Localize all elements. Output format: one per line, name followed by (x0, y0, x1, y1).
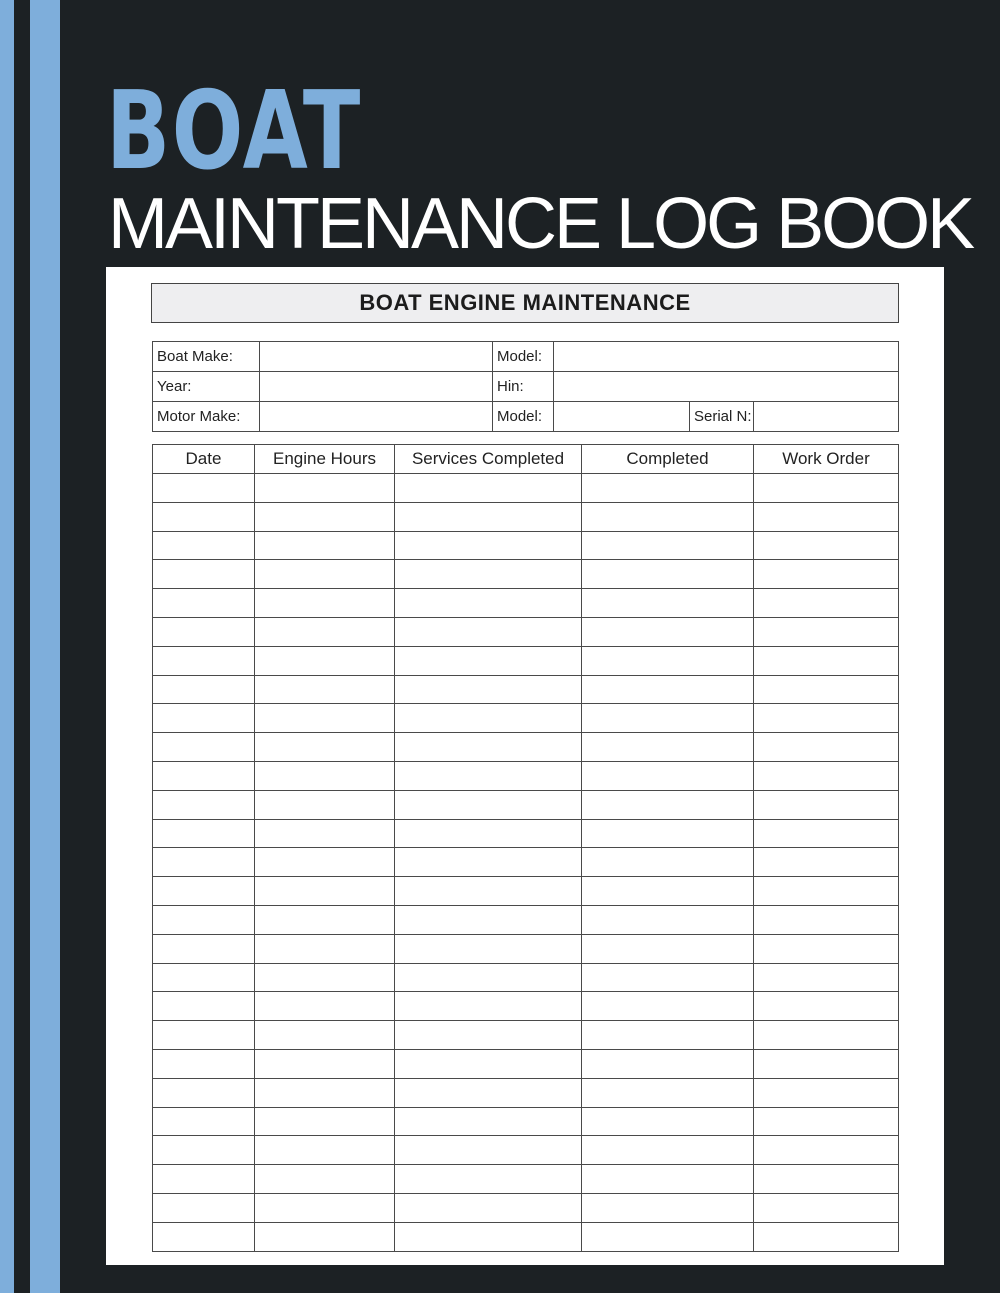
log-cell[interactable] (255, 848, 395, 877)
log-cell[interactable] (395, 589, 582, 618)
log-cell[interactable] (582, 1049, 754, 1078)
log-cell[interactable] (153, 617, 255, 646)
table-row (153, 704, 899, 733)
table-row (153, 1222, 899, 1251)
info-row-motor (153, 402, 899, 432)
log-cell[interactable] (255, 531, 395, 560)
log-cell[interactable] (582, 992, 754, 1021)
log-cell[interactable] (582, 531, 754, 560)
log-cell[interactable] (255, 963, 395, 992)
log-cell[interactable] (582, 589, 754, 618)
table-row (153, 761, 899, 790)
log-cell[interactable] (255, 992, 395, 1021)
model-field[interactable] (554, 342, 899, 372)
log-cell[interactable] (582, 560, 754, 589)
motor-make-label: Motor Make: (153, 402, 260, 432)
log-cell[interactable] (255, 1136, 395, 1165)
log-cell[interactable] (754, 646, 899, 675)
column-header-work-order: Work Order (754, 445, 899, 474)
log-cell[interactable] (582, 790, 754, 819)
log-cell[interactable] (153, 1049, 255, 1078)
log-cell[interactable] (395, 963, 582, 992)
log-cell[interactable] (153, 963, 255, 992)
log-cell[interactable] (582, 474, 754, 503)
log-cell[interactable] (395, 531, 582, 560)
table-row (153, 589, 899, 618)
log-cell[interactable] (395, 1049, 582, 1078)
table-row (153, 905, 899, 934)
log-cell[interactable] (582, 1078, 754, 1107)
log-cell[interactable] (255, 877, 395, 906)
table-row (153, 675, 899, 704)
info-row-year (153, 372, 899, 402)
log-cell[interactable] (582, 1021, 754, 1050)
boat-info-table (152, 341, 899, 432)
log-cell[interactable] (395, 704, 582, 733)
log-cell[interactable] (754, 790, 899, 819)
column-header-engine-hours: Engine Hours (255, 445, 395, 474)
log-cell[interactable] (582, 646, 754, 675)
log-cell[interactable] (582, 733, 754, 762)
log-cell[interactable] (255, 761, 395, 790)
log-cell[interactable] (255, 1193, 395, 1222)
log-cell[interactable] (754, 1165, 899, 1194)
table-row (153, 733, 899, 762)
log-cell[interactable] (255, 617, 395, 646)
log-cell[interactable] (754, 1193, 899, 1222)
log-cell[interactable] (754, 905, 899, 934)
table-row (153, 934, 899, 963)
table-row (153, 1165, 899, 1194)
log-cell[interactable] (395, 474, 582, 503)
log-cell[interactable] (582, 1222, 754, 1251)
log-cell[interactable] (582, 848, 754, 877)
log-cell[interactable] (395, 848, 582, 877)
log-cell[interactable] (395, 560, 582, 589)
log-cell[interactable] (255, 1222, 395, 1251)
column-header-date: Date (153, 445, 255, 474)
log-cell[interactable] (395, 1136, 582, 1165)
log-cell[interactable] (153, 1078, 255, 1107)
motor-model-label: Model: (493, 402, 554, 432)
log-cell[interactable] (395, 819, 582, 848)
log-cell[interactable] (255, 1078, 395, 1107)
log-cell[interactable] (395, 1107, 582, 1136)
column-header-completed: Completed (582, 445, 754, 474)
table-row (153, 502, 899, 531)
log-cell[interactable] (395, 1193, 582, 1222)
log-cell[interactable] (754, 1021, 899, 1050)
table-row (153, 646, 899, 675)
log-cell[interactable] (255, 1021, 395, 1050)
log-cell[interactable] (754, 963, 899, 992)
table-row (153, 1021, 899, 1050)
log-cell[interactable] (754, 1222, 899, 1251)
log-cell[interactable] (153, 733, 255, 762)
table-row (153, 992, 899, 1021)
log-cell[interactable] (754, 502, 899, 531)
table-row (153, 1049, 899, 1078)
log-cell[interactable] (754, 992, 899, 1021)
log-cell[interactable] (255, 502, 395, 531)
table-row (153, 1107, 899, 1136)
table-row (153, 1136, 899, 1165)
log-cell[interactable] (395, 646, 582, 675)
log-cell[interactable] (754, 474, 899, 503)
log-cell[interactable] (255, 560, 395, 589)
table-row (153, 1078, 899, 1107)
log-cell[interactable] (754, 877, 899, 906)
log-cell[interactable] (582, 1165, 754, 1194)
log-cell[interactable] (582, 1136, 754, 1165)
log-cell[interactable] (395, 905, 582, 934)
log-cell[interactable] (582, 819, 754, 848)
log-cell[interactable] (255, 1107, 395, 1136)
table-row (153, 790, 899, 819)
log-cell[interactable] (255, 1049, 395, 1078)
log-cell[interactable] (153, 589, 255, 618)
log-cell[interactable] (754, 1136, 899, 1165)
motor-model-field[interactable] (554, 402, 690, 432)
log-cell[interactable] (395, 675, 582, 704)
log-cell[interactable] (255, 704, 395, 733)
log-cell[interactable] (153, 877, 255, 906)
log-cell[interactable] (395, 992, 582, 1021)
log-cell[interactable] (582, 704, 754, 733)
log-cell[interactable] (153, 790, 255, 819)
log-cell[interactable] (255, 1165, 395, 1194)
log-body (153, 474, 899, 1252)
log-cell[interactable] (255, 675, 395, 704)
log-cell[interactable] (395, 1165, 582, 1194)
log-cell[interactable] (395, 502, 582, 531)
log-cell[interactable] (153, 531, 255, 560)
log-cell[interactable] (754, 1078, 899, 1107)
log-sheet (106, 267, 944, 1265)
log-cell[interactable] (153, 1107, 255, 1136)
serial-number-label: Serial N: (690, 402, 754, 432)
log-cell[interactable] (395, 790, 582, 819)
log-cell[interactable] (395, 761, 582, 790)
log-cell[interactable] (153, 992, 255, 1021)
log-cell[interactable] (395, 733, 582, 762)
table-row (153, 1193, 899, 1222)
table-row (153, 819, 899, 848)
maintenance-log-table (152, 444, 899, 1252)
log-cell[interactable] (153, 848, 255, 877)
table-row (153, 474, 899, 503)
cover-stripe-wide (30, 0, 60, 1293)
log-cell[interactable] (395, 617, 582, 646)
log-cell[interactable] (754, 1049, 899, 1078)
log-cell[interactable] (153, 1136, 255, 1165)
column-header-services-completed: Services Completed (395, 445, 582, 474)
log-cell[interactable] (153, 502, 255, 531)
table-row (153, 877, 899, 906)
log-cell[interactable] (153, 1021, 255, 1050)
year-label: Year: (153, 372, 260, 402)
table-row (153, 848, 899, 877)
cover-title-boat: BOAT (106, 69, 362, 194)
log-cell[interactable] (153, 819, 255, 848)
table-row (153, 617, 899, 646)
log-cell[interactable] (582, 1107, 754, 1136)
log-cell[interactable] (582, 617, 754, 646)
log-cell[interactable] (582, 877, 754, 906)
log-cell[interactable] (255, 905, 395, 934)
log-cell[interactable] (754, 848, 899, 877)
log-cell[interactable] (153, 761, 255, 790)
serial-number-field[interactable] (754, 402, 899, 432)
boat-make-field[interactable] (260, 342, 493, 372)
log-cell[interactable] (153, 474, 255, 503)
log-cell[interactable] (395, 934, 582, 963)
log-cell[interactable] (395, 1021, 582, 1050)
log-cell[interactable] (153, 560, 255, 589)
log-cell[interactable] (395, 1222, 582, 1251)
info-row-boat (153, 342, 899, 372)
log-cell[interactable] (153, 646, 255, 675)
year-field[interactable] (260, 372, 493, 402)
log-header-row (153, 445, 899, 474)
log-cell[interactable] (582, 905, 754, 934)
table-row (153, 531, 899, 560)
motor-make-field[interactable] (260, 402, 493, 432)
log-cell[interactable] (582, 963, 754, 992)
log-cell[interactable] (255, 819, 395, 848)
log-cell[interactable] (754, 704, 899, 733)
hin-label: Hin: (493, 372, 554, 402)
log-cell[interactable] (582, 761, 754, 790)
log-cell[interactable] (255, 646, 395, 675)
log-cell[interactable] (754, 761, 899, 790)
log-cell[interactable] (153, 704, 255, 733)
log-cell[interactable] (754, 617, 899, 646)
log-cell[interactable] (754, 934, 899, 963)
log-cell[interactable] (754, 819, 899, 848)
log-cell[interactable] (153, 934, 255, 963)
log-cell[interactable] (754, 733, 899, 762)
hin-field[interactable] (554, 372, 899, 402)
log-cell[interactable] (153, 1165, 255, 1194)
log-cell[interactable] (582, 1193, 754, 1222)
log-cell[interactable] (754, 531, 899, 560)
table-row (153, 963, 899, 992)
boat-make-label: Boat Make: (153, 342, 260, 372)
log-cell[interactable] (754, 675, 899, 704)
log-cell[interactable] (582, 934, 754, 963)
log-cell[interactable] (255, 474, 395, 503)
log-cell[interactable] (153, 1222, 255, 1251)
log-cell[interactable] (582, 675, 754, 704)
log-cell[interactable] (395, 877, 582, 906)
log-cell[interactable] (395, 1078, 582, 1107)
log-cell[interactable] (153, 675, 255, 704)
log-cell[interactable] (255, 733, 395, 762)
model-label: Model: (493, 342, 554, 372)
log-cell[interactable] (153, 905, 255, 934)
log-cell[interactable] (754, 589, 899, 618)
log-cell[interactable] (255, 589, 395, 618)
log-cell[interactable] (582, 502, 754, 531)
log-cell[interactable] (754, 560, 899, 589)
log-cell[interactable] (255, 790, 395, 819)
log-cell[interactable] (153, 1193, 255, 1222)
sheet-heading: BOAT ENGINE MAINTENANCE (151, 283, 899, 323)
cover-title-subtitle: MAINTENANCE LOG BOOK (108, 184, 973, 264)
table-row (153, 560, 899, 589)
cover-stripe-narrow (0, 0, 14, 1293)
log-cell[interactable] (754, 1107, 899, 1136)
log-cell[interactable] (255, 934, 395, 963)
